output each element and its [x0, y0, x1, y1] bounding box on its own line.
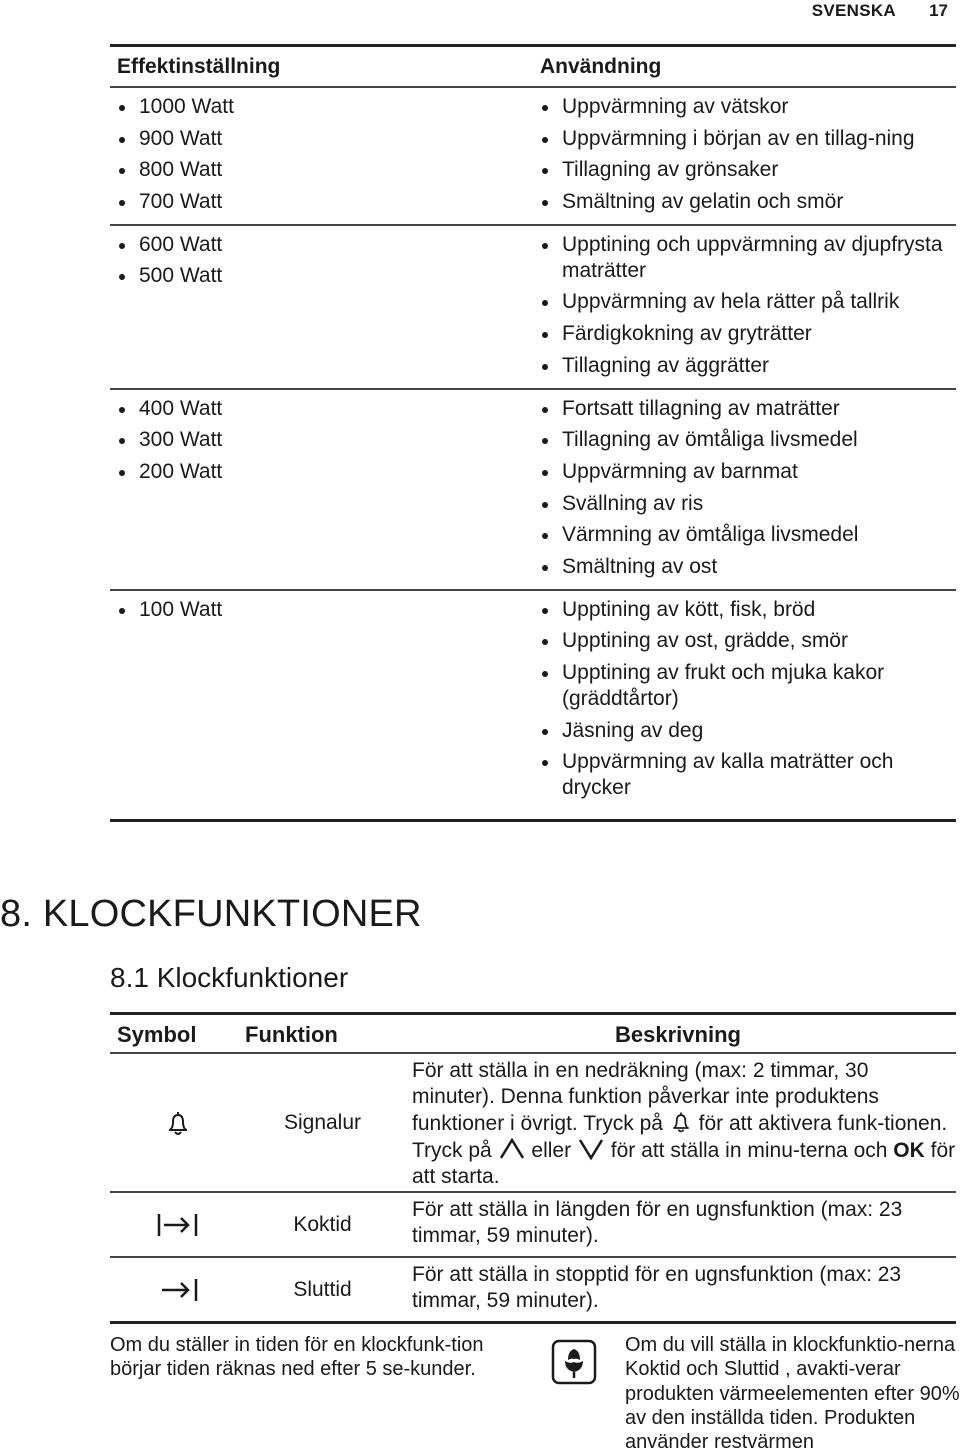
setting-cell: [110, 94, 532, 221]
table-row: [110, 591, 956, 819]
setting-cell: [110, 597, 532, 807]
page-number: 17: [929, 1, 948, 20]
usage-cell: [532, 396, 956, 586]
list-item: 900 Watt: [117, 126, 532, 152]
end-time-icon: [156, 1277, 200, 1303]
list-item: 100 Watt: [117, 597, 532, 623]
list-item: 1000 Watt: [117, 94, 532, 120]
clock-functions-table: [110, 1012, 956, 1324]
table-row: [110, 1193, 956, 1258]
setting-cell: [110, 232, 532, 385]
table-row: [110, 1258, 956, 1321]
note-text: Om du ställer in tiden för en klockfunk-tion börjar tiden räknas ned efter 5 se-kunder.: [110, 1334, 484, 1381]
function-description: För att ställa in en nedräkning (max: 2 timmar, 30 minuter). Denna funktion påverkar inte produktens funktioner i övrigt. Tryck på för att aktivera funk-tionen. Tryck på eller för att ställa in minu-terna och OK för att starta.: [412, 1059, 956, 1188]
list-item: Uppvärmning i början av en tillag-ning: [540, 126, 956, 152]
power-table-header: [110, 47, 956, 88]
list-item: Smältning av ost: [540, 554, 956, 580]
usage-cell: [532, 232, 956, 385]
function-name: Signalur: [283, 1110, 362, 1134]
list-item: Smältning av gelatin och smör: [540, 189, 956, 215]
header-language: SVENSKA: [811, 1, 896, 20]
list-item: Uppvärmning av barnmat: [540, 459, 956, 485]
bell-icon: [669, 1110, 693, 1134]
list-item: Upptining och uppvärmning av djupfrysta maträtter: [540, 232, 956, 284]
chevron-down-icon: [577, 1137, 605, 1161]
usage-cell: [532, 597, 956, 807]
function-name: Koktid: [293, 1212, 352, 1236]
list-item: Fortsatt tillagning av maträtter: [540, 396, 956, 422]
list-item: Upptining av kött, fisk, bröd: [540, 597, 956, 623]
table-row: [110, 226, 956, 390]
list-item: 800 Watt: [117, 157, 532, 183]
usage-cell: [532, 94, 956, 221]
list-item: 400 Watt: [117, 396, 532, 422]
header-usage: Användning: [540, 55, 662, 78]
list-item: Upptining av ost, grädde, smör: [540, 628, 956, 654]
list-item: 200 Watt: [117, 459, 532, 485]
header-description: Beskrivning: [615, 1022, 741, 1047]
function-name: Sluttid: [293, 1277, 352, 1301]
note-text: Om du vill ställa in klockfunktio-nerna Koktid och Sluttid , avakti-verar produkten värmeelementen efter 90% av den inställda tiden. Produkten använder restvärmen: [625, 1334, 960, 1454]
header-symbol: Symbol: [117, 1022, 197, 1047]
clock-table-header: [110, 1015, 956, 1054]
list-item: Färdigkokning av gryträtter: [540, 321, 956, 347]
power-settings-table: [110, 44, 956, 822]
header-function: Funktion: [245, 1022, 338, 1047]
list-item: Upptining av frukt och mjuka kakor (gräddtårtor): [540, 660, 956, 712]
list-item: 500 Watt: [117, 263, 532, 289]
list-item: Svällning av ris: [540, 491, 956, 517]
list-item: Tillagning av grönsaker: [540, 157, 956, 183]
subsection-title: 8.1 Klockfunktioner: [110, 962, 349, 993]
list-item: Jäsning av deg: [540, 718, 956, 744]
function-description: För att ställa in stopptid för en ugnsfunktion (max: 23 timmar, 59 minuter).: [412, 1263, 902, 1312]
ok-label: OK: [893, 1139, 925, 1162]
list-item: Värmning av ömtåliga livsmedel: [540, 522, 956, 548]
list-item: Tillagning av ömtåliga livsmedel: [540, 427, 956, 453]
list-item: Tillagning av äggrätter: [540, 353, 956, 379]
table-row: [110, 390, 956, 591]
table-row: [110, 1054, 956, 1193]
setting-cell: [110, 396, 532, 586]
energy-saving-icon: [551, 1339, 597, 1385]
cooking-time-icon: [156, 1212, 200, 1238]
list-item: 700 Watt: [117, 189, 532, 215]
list-item: Uppvärmning av hela rätter på tallrik: [540, 289, 956, 315]
bell-icon: [165, 1109, 191, 1137]
section-title: 8. KLOCKFUNKTIONER: [0, 893, 422, 935]
function-description: För att ställa in längden för en ugnsfunktion (max: 23 timmar, 59 minuter).: [412, 1198, 903, 1247]
header-setting: Effektinställning: [117, 55, 281, 78]
table-row: [110, 88, 956, 226]
list-item: Uppvärmning av vätskor: [540, 94, 956, 120]
list-item: Uppvärmning av kalla maträtter och drycker: [540, 749, 956, 801]
list-item: 600 Watt: [117, 232, 532, 258]
list-item: 300 Watt: [117, 427, 532, 453]
chevron-up-icon: [498, 1137, 526, 1161]
